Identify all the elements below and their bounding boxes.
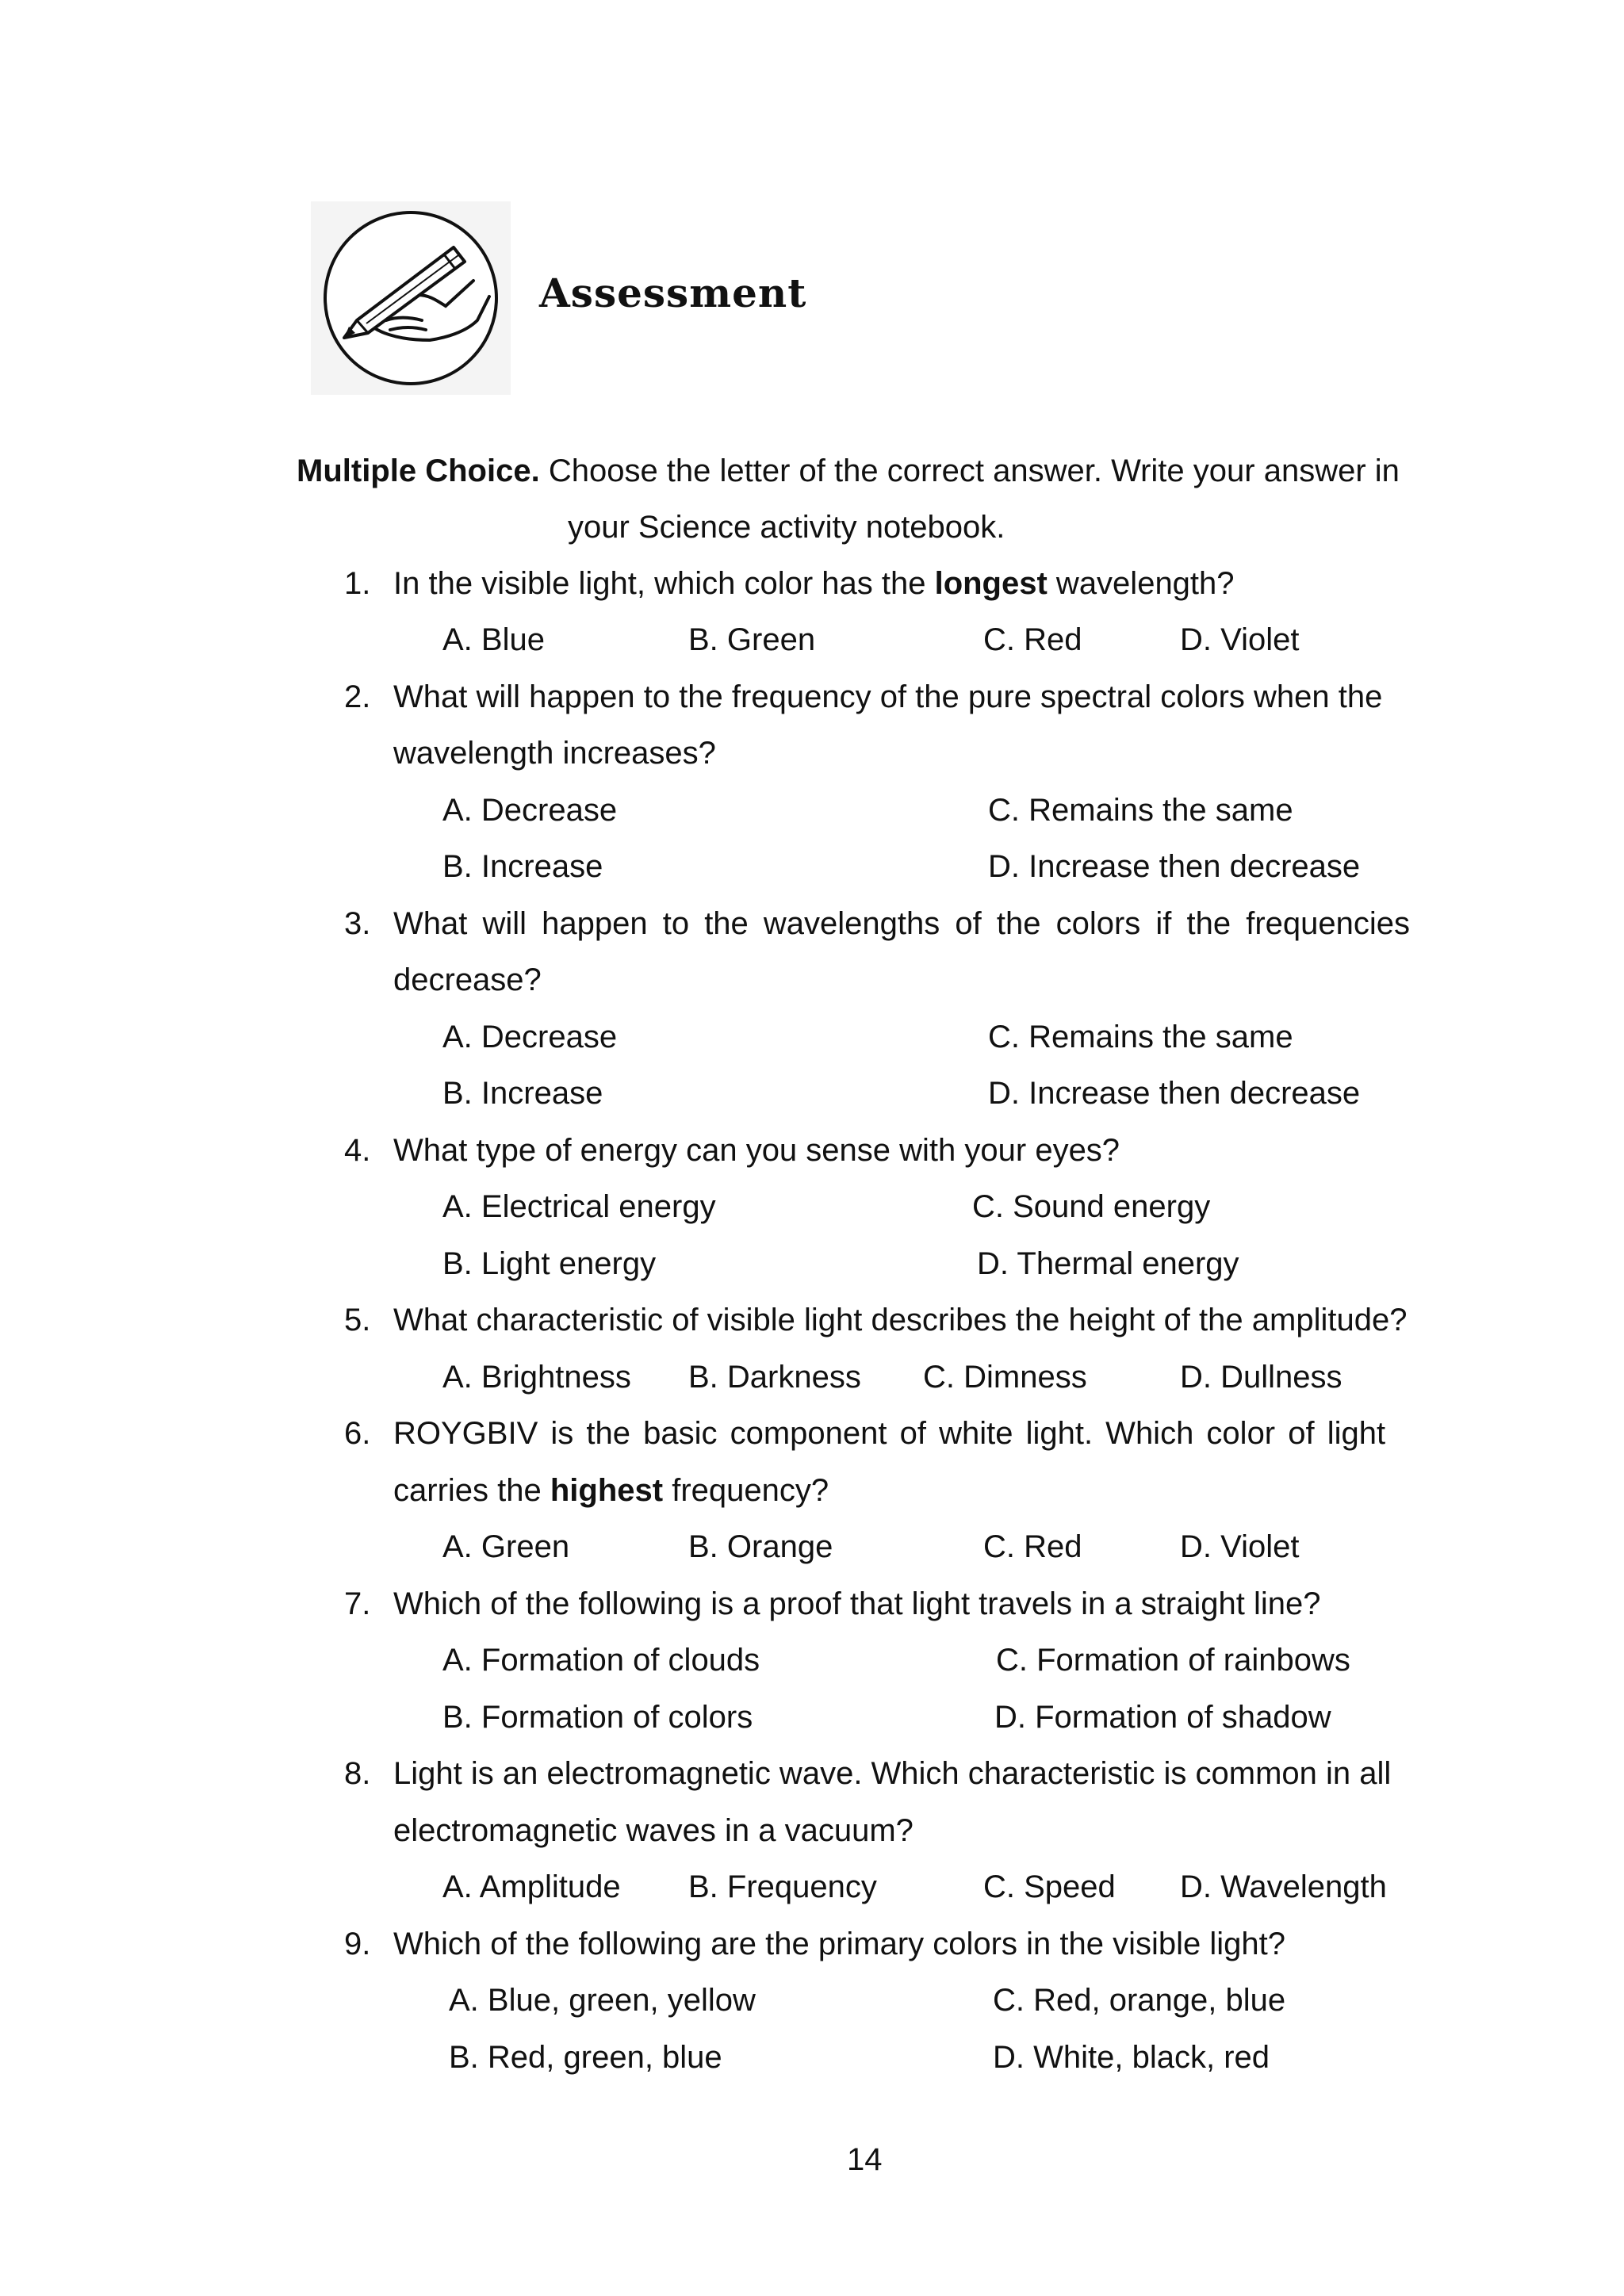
question-4-choice-d[interactable]: D. Thermal energy bbox=[977, 1246, 1239, 1281]
question-7-choice-b[interactable]: B. Formation of colors bbox=[442, 1700, 753, 1735]
question-8-number: 8. bbox=[344, 1756, 371, 1791]
question-2-choice-c[interactable]: C. Remains the same bbox=[988, 793, 1293, 828]
question-2-text-line-1: What will happen to the frequency of the pure spectral colors when the bbox=[393, 679, 1383, 714]
question-7-choice-c[interactable]: C. Formation of rainbows bbox=[996, 1643, 1350, 1678]
question-6-text-line-2: carries the highest frequency? bbox=[393, 1473, 829, 1508]
question-5-number: 5. bbox=[344, 1303, 371, 1337]
question-5-choice-b[interactable]: B. Darkness bbox=[688, 1360, 861, 1395]
question-4-choice-c[interactable]: C. Sound energy bbox=[972, 1189, 1211, 1224]
question-1-choice-d[interactable]: D. Violet bbox=[1180, 622, 1300, 657]
question-9-choice-d[interactable]: D. White, black, red bbox=[993, 2040, 1270, 2075]
question-8-choice-d[interactable]: D. Wavelength bbox=[1180, 1869, 1387, 1904]
question-5-choice-c[interactable]: C. Dimness bbox=[923, 1360, 1087, 1395]
question-6-choice-c[interactable]: C. Red bbox=[983, 1529, 1082, 1564]
question-4-choice-a[interactable]: A. Electrical energy bbox=[442, 1189, 716, 1224]
question-3-text-line-2: decrease? bbox=[393, 962, 542, 997]
instructions-line-1 bbox=[297, 452, 1400, 490]
question-7-choice-a[interactable]: A. Formation of clouds bbox=[442, 1643, 760, 1678]
question-6-text-line-1: ROYGBIV is the basic component of white light. Which color of light bbox=[393, 1416, 1386, 1451]
question-3-choice-d[interactable]: D. Increase then decrease bbox=[988, 1076, 1361, 1111]
question-2-choice-a[interactable]: A. Decrease bbox=[442, 793, 618, 828]
page-number: 14 bbox=[847, 2142, 883, 2177]
question-4-text: What type of energy can you sense with your eyes? bbox=[393, 1133, 1120, 1168]
question-1-text: In the visible light, which color has the longest wavelength? bbox=[393, 566, 1235, 601]
question-1-choice-a[interactable]: A. Blue bbox=[442, 622, 545, 657]
question-4-number: 4. bbox=[344, 1133, 371, 1168]
question-1-choice-b[interactable]: B. Green bbox=[688, 622, 816, 657]
page-title: Assessment bbox=[539, 270, 807, 316]
question-6-choice-b[interactable]: B. Orange bbox=[688, 1529, 833, 1564]
question-5-choice-d[interactable]: D. Dullness bbox=[1180, 1360, 1342, 1395]
instructions-label: Multiple Choice. bbox=[297, 453, 540, 488]
question-7-text: Which of the following is a proof that light travels in a straight line? bbox=[393, 1586, 1321, 1621]
question-4-choice-b[interactable]: B. Light energy bbox=[442, 1246, 657, 1281]
question-2-choice-b[interactable]: B. Increase bbox=[442, 849, 603, 884]
question-2-choice-d[interactable]: D. Increase then decrease bbox=[988, 849, 1361, 884]
question-6-choice-a[interactable]: A. Green bbox=[442, 1529, 570, 1564]
question-2-text-line-2: wavelength increases? bbox=[393, 736, 716, 771]
question-1-choice-c[interactable]: C. Red bbox=[983, 622, 1082, 657]
question-3-text-line-1: What will happen to the wavelengths of the colors if the frequencies bbox=[393, 906, 1411, 941]
instructions-text-1: Choose the letter of the correct answer. Write your answer in bbox=[548, 453, 1400, 488]
question-3-choice-a[interactable]: A. Decrease bbox=[442, 1020, 618, 1054]
pencil-hand-icon bbox=[311, 201, 511, 395]
question-8-text-line-1: Light is an electromagnetic wave. Which characteristic is common in all bbox=[393, 1756, 1392, 1791]
question-6-number: 6. bbox=[344, 1416, 371, 1451]
question-5-text: What characteristic of visible light describes the height of the amplitude? bbox=[393, 1303, 1408, 1337]
question-1-number: 1. bbox=[344, 566, 371, 601]
question-5-choice-a[interactable]: A. Brightness bbox=[442, 1360, 631, 1395]
question-2-number: 2. bbox=[344, 679, 371, 714]
question-3-number: 3. bbox=[344, 906, 371, 941]
question-9-text: Which of the following are the primary colors in the visible light? bbox=[393, 1927, 1285, 1961]
question-9-choice-a[interactable]: A. Blue, green, yellow bbox=[449, 1983, 756, 2018]
question-8-choice-a[interactable]: A. Amplitude bbox=[442, 1869, 621, 1904]
question-7-number: 7. bbox=[344, 1586, 371, 1621]
question-3-choice-c[interactable]: C. Remains the same bbox=[988, 1020, 1293, 1054]
question-7-choice-d[interactable]: D. Formation of shadow bbox=[994, 1700, 1331, 1735]
question-3-choice-b[interactable]: B. Increase bbox=[442, 1076, 603, 1111]
instructions-line-2: your Science activity notebook. bbox=[568, 510, 1005, 545]
question-9-number: 9. bbox=[344, 1927, 371, 1961]
question-9-choice-c[interactable]: C. Red, orange, blue bbox=[993, 1983, 1286, 2018]
question-8-choice-c[interactable]: C. Speed bbox=[983, 1869, 1116, 1904]
question-8-choice-b[interactable]: B. Frequency bbox=[688, 1869, 877, 1904]
question-6-choice-d[interactable]: D. Violet bbox=[1180, 1529, 1300, 1564]
question-8-text-line-2: electromagnetic waves in a vacuum? bbox=[393, 1813, 914, 1848]
question-9-choice-b[interactable]: B. Red, green, blue bbox=[449, 2040, 722, 2075]
